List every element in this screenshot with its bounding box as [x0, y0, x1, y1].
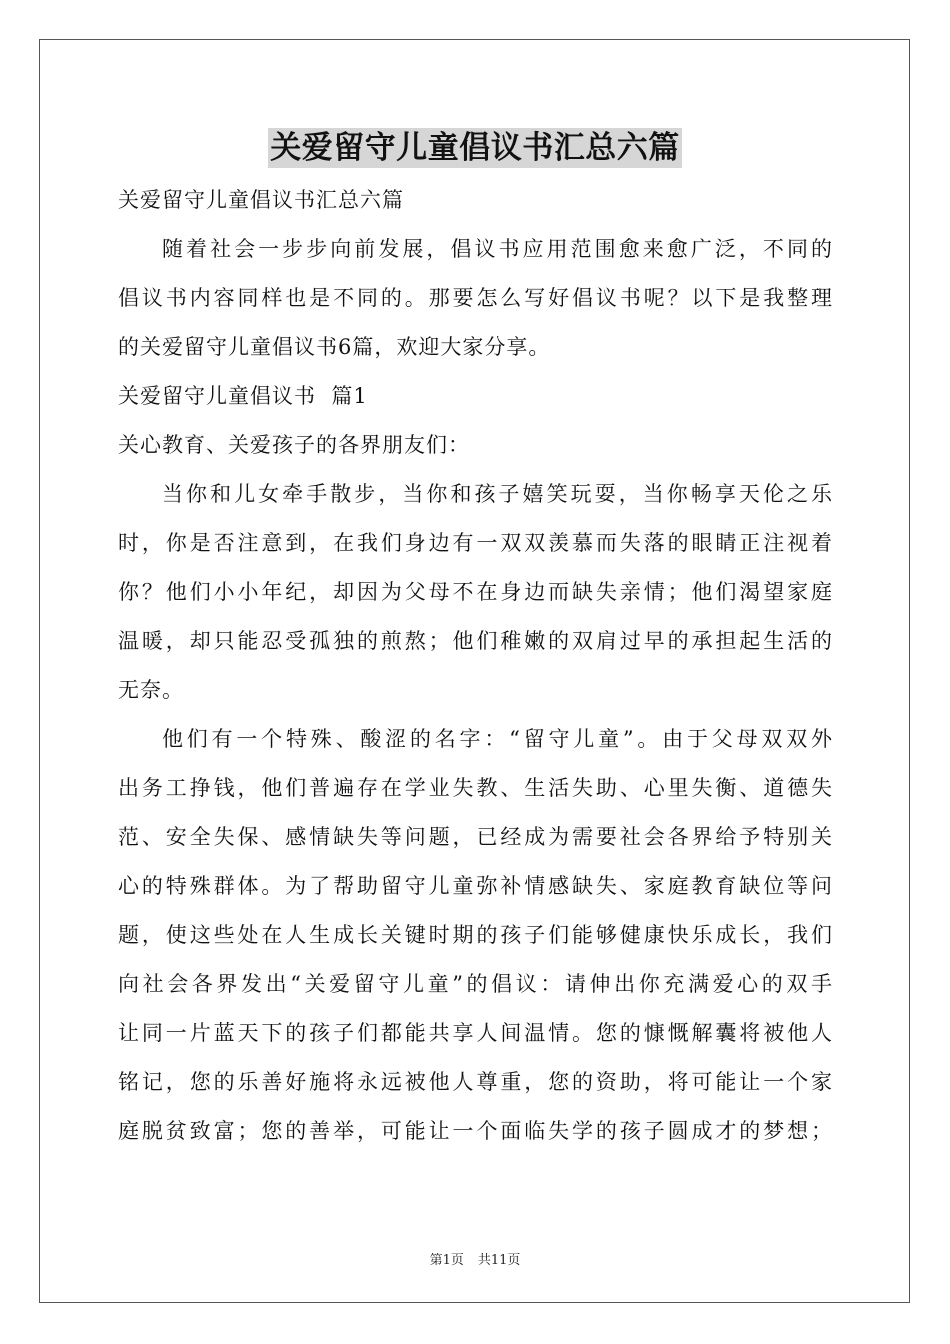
paragraph-line: 庭脱贫致富；您的善举，可能让一个面临失学的孩子圆成才的梦想；: [118, 1119, 833, 1143]
document-body: [118, 176, 833, 1156]
section-heading: 关爱留守儿童倡议书 篇1: [118, 384, 368, 408]
salutation-line: 关心教育、关爱孩子的各界朋友们：: [118, 433, 470, 457]
page-footer: [0, 1249, 950, 1268]
paragraph-line: 温暖，却只能忍受孤独的煎熬；他们稚嫩的双肩过早的承担起生活的: [118, 629, 833, 653]
paragraph-line: 时，你是否注意到，在我们身边有一双双羡慕而失落的眼睛正注视着: [118, 531, 833, 555]
page-number: 第1页: [429, 1253, 464, 1268]
page-total: 共11页: [477, 1253, 521, 1268]
paragraph-line: 当你和儿女牵手散步，当你和孩子嬉笑玩耍，当你畅享天伦之乐: [162, 482, 833, 506]
paragraph-line: 出务工挣钱，他们普遍存在学业失教、生活失助、心里失衡、道德失: [118, 776, 833, 800]
paragraph-line: 让同一片蓝天下的孩子们都能共享人间温情。您的慷慨解囊将被他人: [118, 1021, 833, 1045]
document-title: 关爱留守儿童倡议书汇总六篇: [270, 130, 680, 166]
paragraph-line: 心的特殊群体。为了帮助留守儿童弥补情感缺失、家庭教育缺位等问: [118, 874, 833, 898]
paragraph-line: 无奈。: [118, 678, 184, 702]
paragraph-line: 倡议书内容同样也是不同的。那要怎么写好倡议书呢？以下是我整理: [118, 286, 833, 310]
paragraph-line: 向社会各界发出“关爱留守儿童”的倡议：请伸出你充满爱心的双手: [118, 972, 833, 996]
paragraph-line: 随着社会一步步向前发展，倡议书应用范围愈来愈广泛，不同的: [162, 237, 833, 261]
subtitle-line: 关爱留守儿童倡议书汇总六篇: [118, 188, 404, 212]
paragraph-line: 的关爱留守儿童倡议书6篇，欢迎大家分享。: [118, 335, 551, 359]
paragraph-line: 范、安全失保、感情缺失等问题，已经成为需要社会各界给予特别关: [118, 825, 833, 849]
paragraph-line: 题，使这些处在人生成长关键时期的孩子们能够健康快乐成长，我们: [118, 923, 833, 947]
paragraph-line: 铭记，您的乐善好施将永远被他人尊重，您的资助，将可能让一个家: [118, 1070, 833, 1094]
paragraph-line: 他们有一个特殊、酸涩的名字：“留守儿童”。由于父母双双外: [162, 727, 833, 751]
title-container: [0, 128, 950, 168]
paragraph-line: 你？他们小小年纪，却因为父母不在身边而缺失亲情；他们渴望家庭: [118, 580, 833, 604]
